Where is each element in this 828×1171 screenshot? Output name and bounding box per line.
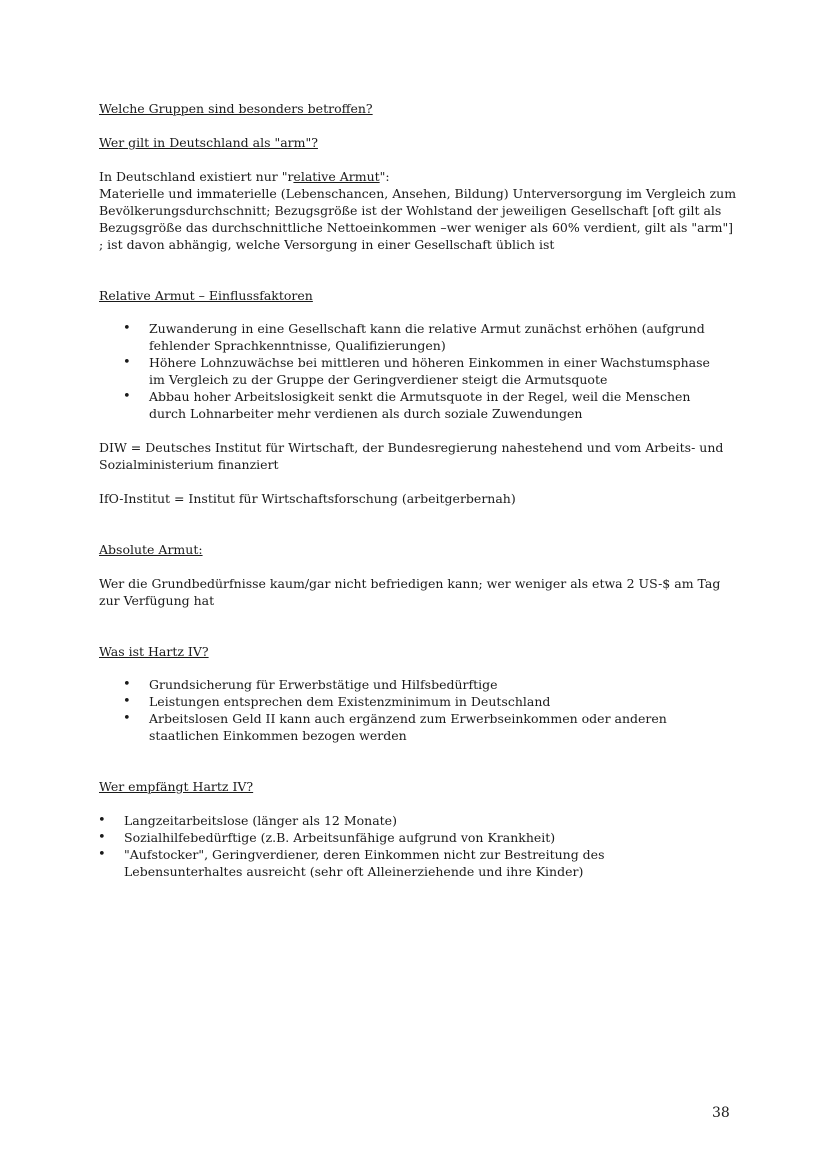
relative-poverty-term: elative Armut: [293, 169, 380, 184]
list-item: • "Aufstocker", Geringverdiener, deren Einkommen nicht zur Bestreitung des Lebensunterhaltes ausreicht (sehr oft Alleinerziehende und ihre Kinder): [98, 847, 605, 879]
bullet-icon: •: [123, 711, 131, 726]
bullet-icon: •: [98, 813, 106, 828]
bullet-icon: •: [123, 677, 131, 692]
relative-poverty-definition: Materielle und immaterielle (Lebenschancen, Ansehen, Bildung) Unterversorgung im Vergleich zum Bevölkerungsdurchschnitt; Bezugsgröße ist der Wohlstand der jeweiligen Gesellschaft [oft gilt als Bezugsgröße das durchschnittliche Nettoeinkommen –wer weniger als 60% verdient, gilt als "arm"] ; ist davon abhängig, welche Versorgung in einer Gesellschaft üblich ist: [99, 186, 737, 252]
hartz-iv-list: [99, 676, 729, 744]
list-item: • Grundsicherung für Erwerbstätige und Hilfsbedürftige: [123, 677, 498, 692]
heading-who-is-poor: Wer gilt in Deutschland als "arm"?: [99, 135, 318, 150]
list-item: • Leistungen entsprechen dem Existenzminimum in Deutschland: [123, 694, 551, 709]
heading-affected-groups: Welche Gruppen sind besonders betroffen?: [99, 101, 373, 116]
list-item: • Zuwanderung in eine Gesellschaft kann die relative Armut zunächst erhöhen (aufgrund fehlender Sprachkenntnisse, Qualifizierungen): [123, 321, 705, 353]
page-content: [99, 100, 739, 880]
absolute-poverty-definition: Wer die Grundbedürfnisse kaum/gar nicht befriedigen kann; wer weniger als etwa 2 US-$ am Tag zur Verfügung hat: [99, 576, 721, 608]
bullet-icon: •: [123, 389, 131, 404]
diw-definition: DIW = Deutsches Institut für Wirtschaft, der Bundesregierung nahestehend und vom Arbeits- und Sozialministerium finanziert: [99, 440, 724, 472]
list-item: • Höhere Lohnzuwächse bei mittleren und höheren Einkommen in einer Wachstumsphase im Vergleich zu der Gruppe der Geringverdiener steigt die Armutsquote: [123, 355, 710, 387]
heading-absolute-poverty: Absolute Armut:: [99, 542, 203, 557]
list-item: • Arbeitslosen Geld II kann auch ergänzend zum Erwerbseinkommen oder anderen staatlichen Einkommen bezogen werden: [123, 711, 667, 743]
list-item: • Abbau hoher Arbeitslosigkeit senkt die Armutsquote in der Regel, weil die Menschen durch Lohnarbeiter mehr verdienen als durch soziale Zuwendungen: [123, 389, 691, 421]
list-item: • Sozialhilfebedürftige (z.B. Arbeitsunfähige aufgrund von Krankheit): [98, 830, 556, 845]
heading-relative-poverty-factors: Relative Armut – Einflussfaktoren: [99, 288, 313, 303]
ifo-definition: IfO-Institut = Institut für Wirtschaftsforschung (arbeitgerbernah): [99, 491, 516, 506]
page-number: 38: [712, 1105, 730, 1121]
bullet-icon: •: [123, 355, 131, 370]
list-item: • Langzeitarbeitslose (länger als 12 Monate): [98, 813, 397, 828]
relative-factors-list: [99, 320, 729, 422]
bullet-icon: •: [123, 321, 131, 336]
heading-hartz-iv-recipients: Wer empfängt Hartz IV?: [99, 779, 254, 794]
bullet-icon: •: [123, 694, 131, 709]
bullet-icon: •: [98, 830, 106, 845]
bullet-icon: •: [98, 847, 106, 862]
heading-what-is-hartz-iv: Was ist Hartz IV?: [99, 644, 209, 659]
relative-poverty-intro: In Deutschland existiert nur "relative Armut":: [99, 169, 390, 184]
hartz-iv-recipients-list: [99, 812, 724, 880]
